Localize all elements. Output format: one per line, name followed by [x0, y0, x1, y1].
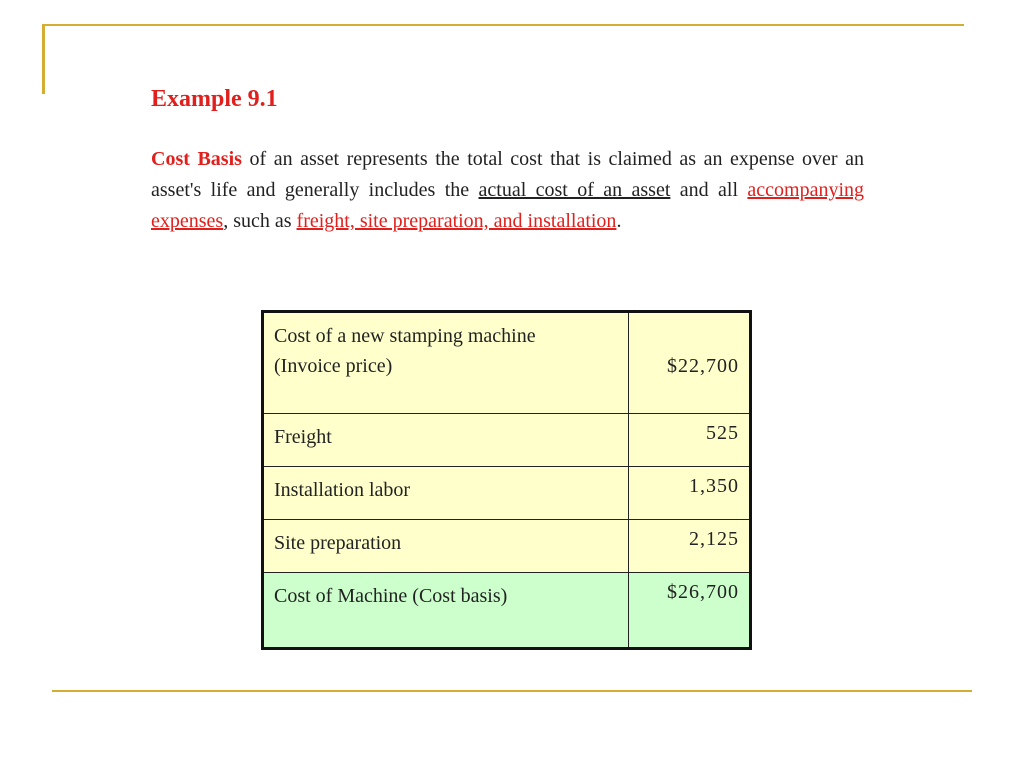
table-row	[263, 467, 751, 520]
paragraph-text-3: , such as	[223, 210, 297, 232]
paragraph-text-2: and all	[670, 179, 748, 201]
bottom-horizontal-rule	[52, 690, 972, 692]
freight-site-installation-link[interactable]: freight, site preparation, and installation	[296, 210, 617, 232]
row-amount: 2,125	[629, 520, 751, 573]
paragraph-text-1: of an asset represents the total cost that is claimed as an expense over an asset's life and generally includes the	[151, 148, 864, 201]
cost-basis-table	[261, 310, 752, 650]
definition-paragraph	[151, 144, 864, 237]
actual-cost-link[interactable]: actual cost of an asset	[478, 179, 671, 201]
total-label: Cost of Machine (Cost basis)	[263, 573, 629, 649]
table-row	[263, 312, 751, 414]
top-left-vertical-rule	[42, 24, 45, 94]
row-amount: 1,350	[629, 467, 751, 520]
table-total-row	[263, 573, 751, 649]
accompanying-expenses-link[interactable]: accompanying expenses	[151, 179, 865, 232]
row-label: Site preparation	[263, 520, 629, 573]
row-label: Freight	[263, 414, 629, 467]
row-label-line-2: (Invoice price)	[274, 355, 393, 377]
row-amount: 525	[629, 414, 751, 467]
slide-title: Example 9.1	[151, 86, 278, 112]
table-row	[263, 414, 751, 467]
table-row	[263, 520, 751, 573]
paragraph-text-4: .	[616, 210, 622, 232]
row-label	[263, 312, 629, 414]
row-label-line-1: Cost of a new stamping machine	[274, 325, 536, 347]
total-amount: $26,700	[629, 573, 751, 649]
row-label: Installation labor	[263, 467, 629, 520]
top-horizontal-rule	[42, 24, 964, 26]
row-amount: $22,700	[629, 312, 751, 414]
cost-basis-term: Cost Basis	[151, 148, 242, 170]
